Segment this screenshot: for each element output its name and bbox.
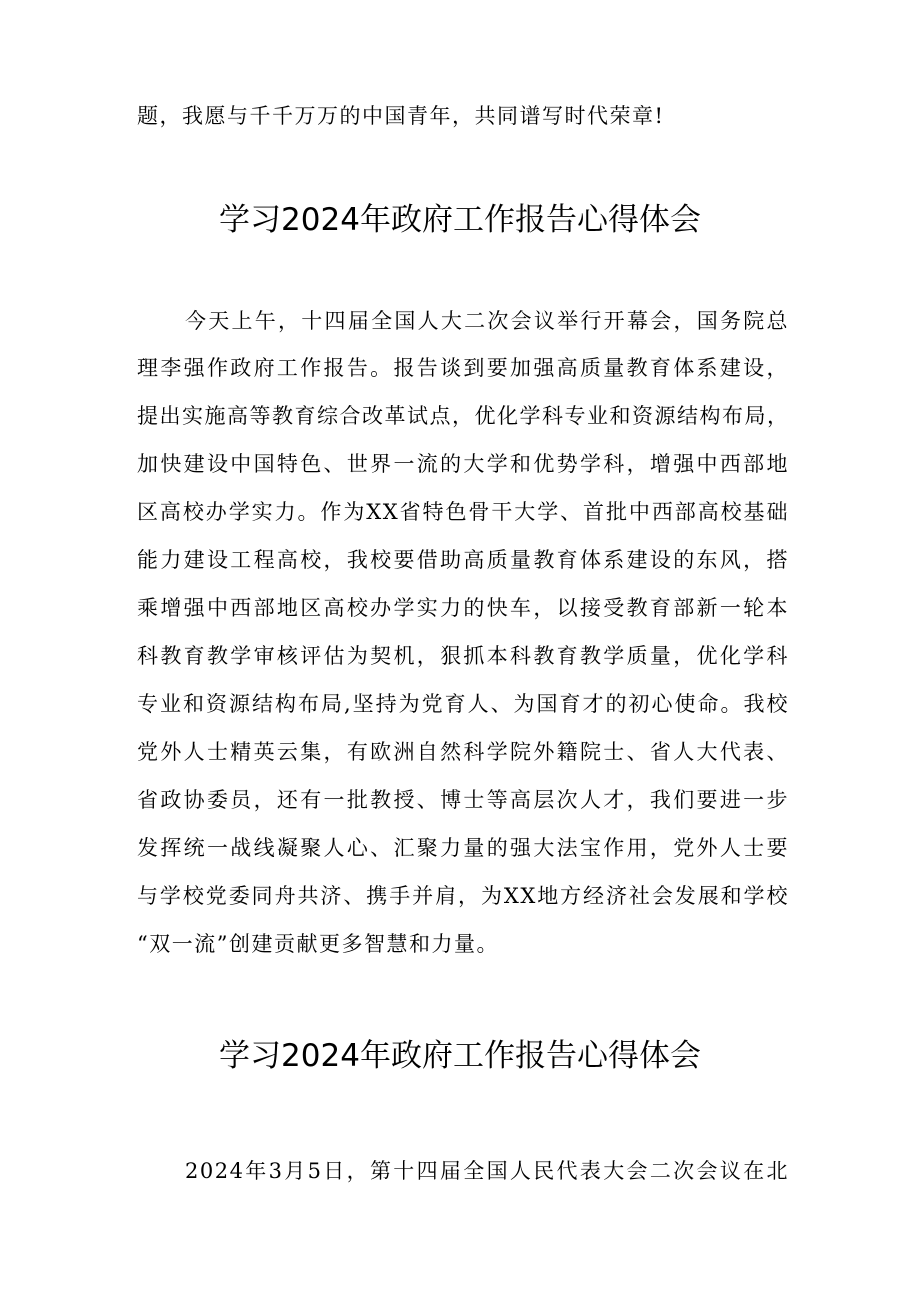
paragraph-line: 能力建设工程高校，我校要借助高质量教育体系建设的东风，搭: [137, 548, 789, 572]
paragraph-line: 乘增强中西部地区高校办学实力的快车，以接受教育部新一轮本: [137, 596, 789, 620]
paragraph-line: 今天上午，十四届全国人大二次会议举行开幕会，国务院总: [185, 309, 789, 333]
section-2-title: 学习2024年政府工作报告心得体会: [219, 1038, 701, 1074]
paragraph-line: 2024年3月5日，第十四届全国人民代表大会二次会议在北: [185, 1159, 789, 1183]
paragraph-line: 专业和资源结构布局,坚持为党育人、为国育才的初心使命。我校: [137, 692, 789, 716]
paragraph-line: 与学校党委同舟共济、携手并肩，为XX地方经济社会发展和学校: [137, 884, 789, 908]
paragraph-line: 科教育教学审核评估为契机，狠抓本科教育教学质量，优化学科: [137, 644, 789, 668]
paragraph-line: 理李强作政府工作报告。报告谈到要加强高质量教育体系建设，: [137, 356, 789, 380]
paragraph-line: 提出实施高等教育综合改革试点，优化学科专业和资源结构布局，: [137, 404, 790, 428]
paragraph-line: 区高校办学实力。作为XX省特色骨干大学、首批中西部高校基础: [137, 500, 789, 524]
paragraph-line: “双一流”创建贡献更多智慧和力量。: [137, 932, 499, 956]
section-1-title: 学习2024年政府工作报告心得体会: [219, 202, 701, 238]
paragraph-line: 党外人士精英云集，有欧洲自然科学院外籍院士、省人大代表、: [137, 740, 789, 764]
intro-tail-line: 题，我愿与千千万万的中国青年，共同谱写时代荣章!: [137, 104, 665, 128]
paragraph-line: 加快建设中国特色、世界一流的大学和优势学科，增强中西部地: [137, 452, 789, 476]
paragraph-line: 省政协委员，还有一批教授、博士等高层次人才，我们要进一步: [137, 788, 789, 812]
paragraph-line: 发挥统一战线凝聚人心、汇聚力量的强大法宝作用，党外人士要: [137, 836, 789, 860]
